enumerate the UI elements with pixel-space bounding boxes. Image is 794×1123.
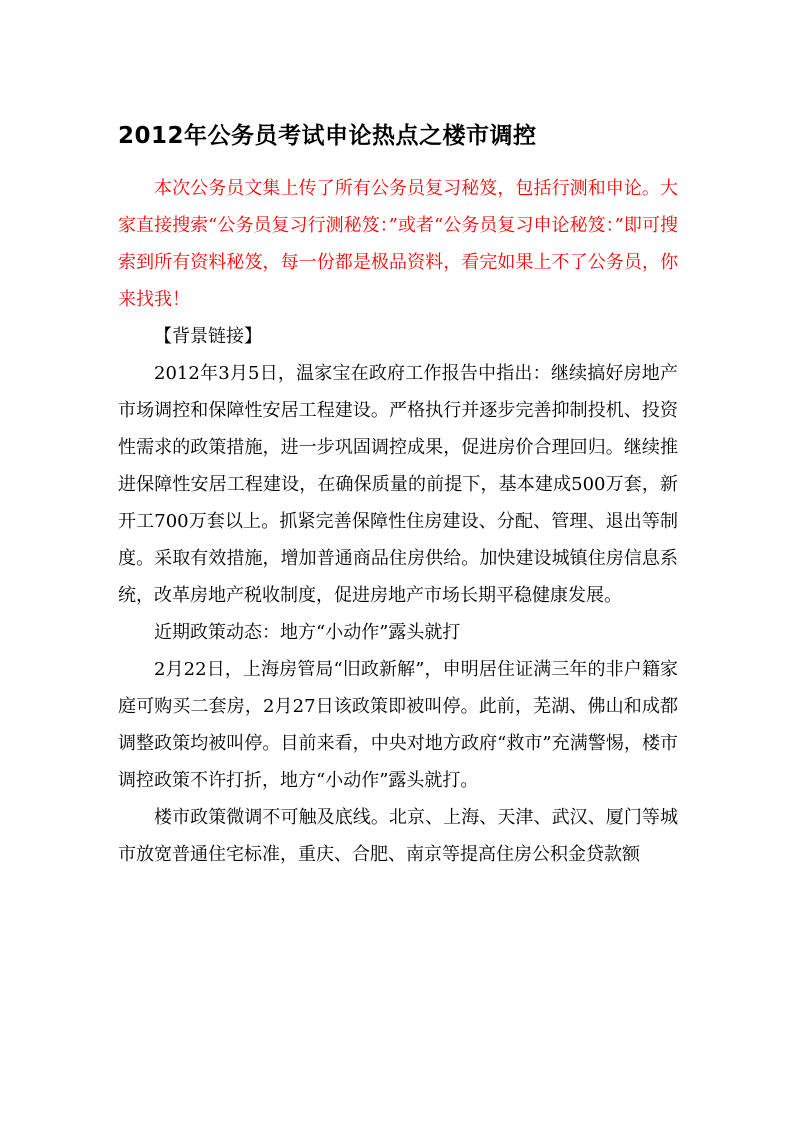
document-title: 2012年公务员考试申论热点之楼市调控: [118, 123, 537, 149]
red-notice-paragraph: 本次公务员文集上传了所有公务员复习秘笈，包括行测和申论。大家直接搜索“公务员复习行测秘笈：”或者“公务员复习申论秘笈：”即可搜索到所有资料秘笈，每一份都是极品资料，看完如果上不了公务员，你来找我！: [118, 178, 678, 310]
background-paragraph: 2012年3月5日，温家宝在政府工作报告中指出：继续搞好房地产市场调控和保障性安居工程建设。严格执行并逐步完善抑制投机、投资性需求的政策措施，进一步巩固调控成果，促进房价合理回归。继续推进保障性安居工程建设，在确保质量的前提下，基本建成500万套，新开工700万套以上。抓紧完善保障性住房建设、分配、管理、退出等制度。采取有效措施，增加普通商品住房供给。加快建设城镇住房信息系统，改革房地产税收制度，促进房地产市场长期平稳健康发展。: [118, 363, 678, 606]
bottom-line-paragraph: 楼市政策微调不可触及底线。北京、上海、天津、武汉、厦门等城市放宽普通住宅标准，重庆、合肥、南京等提高住房公积金贷款额: [118, 807, 678, 865]
policy-paragraph: 2月22日，上海房管局“旧政新解”，申明居住证满三年的非户籍家庭可购买二套房，2月27日该政策即被叫停。此前，芜湖、佛山和成都调整政策均被叫停。目前来看，中央对地方政府“救市”充满警惕，楼市调控政策不许打折，地方“小动作”露头就打。: [118, 659, 678, 791]
policy-dynamics-heading: 近期政策动态：地方“小动作”露头就打: [154, 622, 461, 643]
document-body: [118, 170, 678, 873]
background-link-heading: 【背景链接】: [154, 326, 262, 347]
